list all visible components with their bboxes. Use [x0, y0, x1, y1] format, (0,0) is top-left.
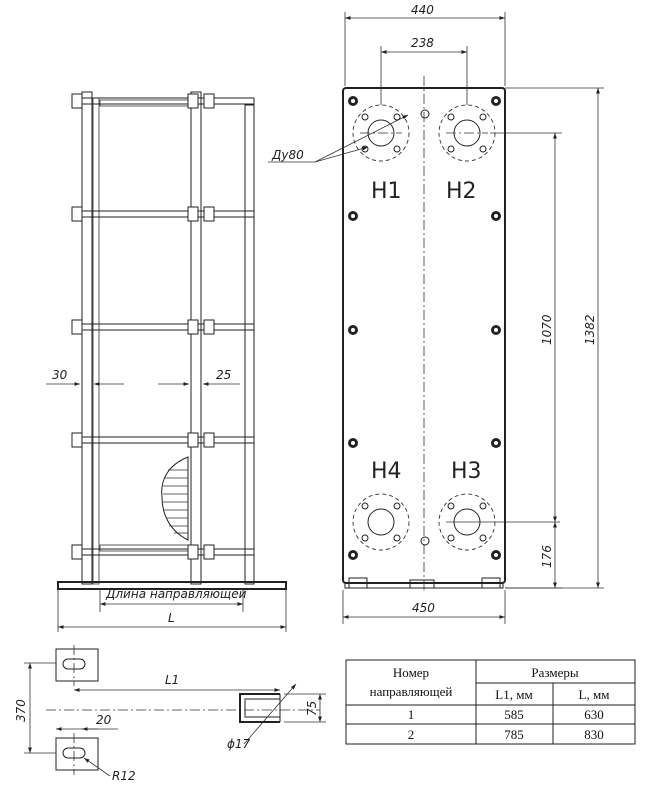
- channel-profile: [240, 694, 280, 722]
- table-header-sizes: Размеры: [531, 665, 579, 680]
- dim-30: 30: [52, 368, 68, 382]
- bottom-plate: [100, 545, 188, 551]
- table-header-L1: L1, мм: [495, 687, 533, 702]
- dim-440: 440: [411, 3, 434, 17]
- dim-176: 176: [540, 545, 554, 568]
- foot-lower: [56, 738, 98, 770]
- left-column-inner: [93, 98, 99, 584]
- table-row-2-L1: 785: [504, 727, 524, 742]
- dim-450: 450: [412, 601, 435, 615]
- foot-detail: [14, 645, 326, 783]
- port-label-h3: H3: [451, 459, 482, 484]
- plate-pack: [162, 457, 188, 540]
- table-row-1-number: 1: [407, 707, 415, 722]
- tie-rods: [76, 98, 254, 555]
- port-h2: [439, 105, 495, 161]
- dimensions-table: [346, 660, 635, 744]
- port-label-h4: H4: [371, 459, 402, 484]
- dim-phi17: ϕ17: [227, 737, 251, 751]
- side-view: [46, 92, 286, 632]
- top-plate: [100, 100, 188, 106]
- dim-370: 370: [14, 699, 28, 722]
- middle-column: [191, 92, 201, 584]
- port-h4: [353, 494, 409, 550]
- table-header-number-line2: направляющей: [369, 684, 453, 699]
- dim-du80: Ду80: [272, 148, 304, 162]
- dim-R12: R12: [112, 769, 136, 783]
- table-row-1-L1: 585: [504, 707, 524, 722]
- dim-20: 20: [96, 713, 112, 727]
- table-header-L: L, мм: [578, 687, 610, 702]
- left-column: [82, 92, 92, 584]
- port-label-h1: H1: [371, 179, 402, 204]
- port-label-h2: H2: [446, 179, 477, 204]
- dim-25: 25: [216, 368, 232, 382]
- guide-length-label: Длина направляющей: [106, 587, 247, 601]
- right-column: [245, 105, 254, 584]
- dim-75: 75: [305, 700, 319, 716]
- dim-L: L: [168, 611, 175, 625]
- dim-L1: L1: [165, 673, 180, 687]
- port-h3: [439, 494, 560, 550]
- port-h1: [353, 105, 409, 161]
- table-row-2-number: 2: [407, 727, 415, 742]
- dim-1382: 1382: [583, 314, 597, 345]
- table-row-1-L: 630: [584, 707, 604, 722]
- table-row-2-L: 830: [584, 727, 604, 742]
- front-view: [268, 3, 604, 624]
- foot-upper: [56, 649, 98, 681]
- frame-bolts: [348, 96, 501, 560]
- table-header-number-line1: Номер: [392, 665, 430, 680]
- dim-1070: 1070: [540, 314, 554, 345]
- dim-238: 238: [411, 36, 434, 50]
